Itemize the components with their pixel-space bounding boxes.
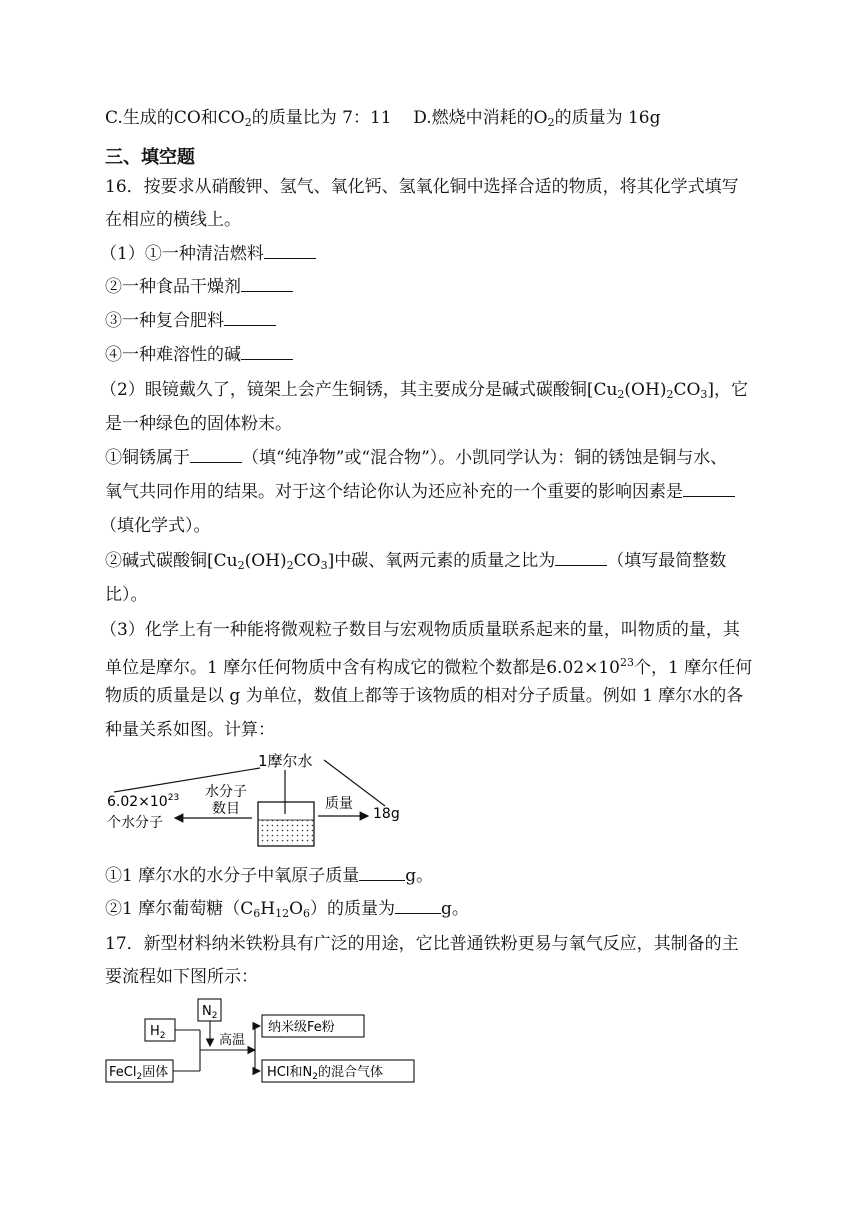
answer-blank[interactable] (241, 275, 293, 292)
diagram-left-number: $6.02\times 10^{23}$ (107, 793, 180, 810)
answer-blank[interactable] (264, 242, 316, 259)
diagram-mass-label: 质量 (325, 796, 353, 812)
answer-blank[interactable] (190, 446, 242, 463)
formula-glucose: $C_6H_{12}O_6$ (240, 899, 311, 920)
q16-p3-line2: 单位是摩尔。1 摩尔任何物质中含有构成它的微粒个数都是$6.02\times 10^{23}$个，1 摩尔任何 (105, 656, 753, 678)
avogadro-number: $6.02\times 10^{23}$ (546, 656, 634, 678)
q17-intro-line1: 17．新型材料纳米铁粉具有广泛的用途，它比普通铁粉更易与氧气反应，其制备的主 (105, 934, 739, 954)
q16-p2-line1: （2）眼镜戴久了，镜架上会产生铜锈，其主要成分是碱式碳酸铜$[Cu_2(OH)_2CO_3]$，它 (100, 380, 749, 401)
q16-intro-line2: 在相应的横线上。 (105, 210, 241, 230)
option-c-text: C.生成的 (105, 108, 174, 128)
n2-label: $N_2$ (202, 1004, 218, 1021)
formula-basic-copper-carbonate: $Cu_2(OH)_2CO_3$ (593, 380, 708, 401)
q16-p1-item2: ②一种食品干燥剂 (105, 275, 293, 299)
answer-blank[interactable] (395, 897, 441, 914)
answer-blank[interactable] (359, 864, 405, 881)
answer-blank[interactable] (555, 549, 607, 566)
q17-intro-line2: 要流程如下图所示： (105, 967, 258, 987)
q16-p2-q2-line2: 比）。 (105, 585, 148, 605)
answer-blank[interactable] (241, 343, 293, 360)
q16-p3-line4: 种量关系如图。计算： (105, 720, 275, 740)
q16-p2-q2: ②碱式碳酸铜$[Cu_2(OH)_2CO_3]$中碳、氧两元素的质量之比为 （填写最简整数 (105, 551, 727, 572)
q16-p1-item1: （1）①一种清洁燃料 (100, 242, 316, 266)
mole-water-diagram (100, 748, 420, 848)
q16-p3-q2: ②1 摩尔葡萄糖$(C_6H_{12}O_6)$的质量为 g。 (105, 899, 469, 920)
q16-p2-q1-line2: 氧气共同作用的结果。对于这个结论你认为还应补充的一个重要的影响因素是 (105, 480, 735, 504)
diagram-mass-value: 18g (373, 806, 400, 822)
section-title: 三、填空题 (105, 147, 195, 168)
q15-options-cd: C.生成的CO和$CO_2$的质量比为 7：11 D.燃烧中消耗的$O_2$的质量为 16g (105, 108, 661, 129)
q16-p2-line2: 是一种绿色的固体粉末。 (105, 414, 292, 434)
diagram-count-label-1: 水分子 (205, 784, 247, 800)
q16-p3-q1: ①1 摩尔水的水分子中氧原子质量 g。 (105, 866, 434, 886)
product1-label: 纳米级Fe粉 (268, 1020, 335, 1035)
q16-p3-line1: （3）化学上有一种能将微观粒子数目与宏观物质质量联系起来的量，叫物质的量，其 (100, 620, 740, 640)
formula-basic-copper-carbonate: $Cu_2(OH)_2CO_3$ (213, 551, 328, 572)
diagram-left-unit: 个水分子 (107, 815, 163, 831)
nano-iron-flow-diagram (100, 996, 430, 1092)
beaker-water (259, 820, 313, 845)
diagram-top-label: 1摩尔水 (258, 752, 313, 770)
q16-p3-line3: 物质的质量是以 g 为单位，数值上都等于该物质的相对分子质量。例如 1 摩尔水的各 (105, 686, 744, 706)
q16-p2-q1: ①铜锈属于 （填“纯净物”或“混合物”）。小凯同学认为：铜的锈蚀是铜与水、 (105, 448, 728, 468)
q16-p1-item4: ④一种难溶性的碱 (105, 343, 293, 367)
fecl2-label: FeCl$_2$固体 (109, 1065, 169, 1082)
diagram-count-label-2: 数目 (212, 801, 240, 817)
q16-p2-q1-line3: （填化学式）。 (100, 516, 211, 536)
option-d-text: D.燃烧中消耗的 (413, 108, 534, 128)
answer-blank[interactable] (683, 480, 735, 497)
q16-intro-line1: 16．按要求从硝酸钾、氢气、氧化钙、氢氧化铜中选择合适的物质，将其化学式填写 (105, 177, 739, 197)
q16-p1-item3: ③一种复合肥料 (105, 309, 276, 333)
condition-label: 高温 (219, 1033, 246, 1048)
product2-label: HCl和$N_2$的混合气体 (267, 1065, 383, 1082)
answer-blank[interactable] (224, 309, 276, 326)
h2-label: $H_2$ (150, 1024, 166, 1041)
